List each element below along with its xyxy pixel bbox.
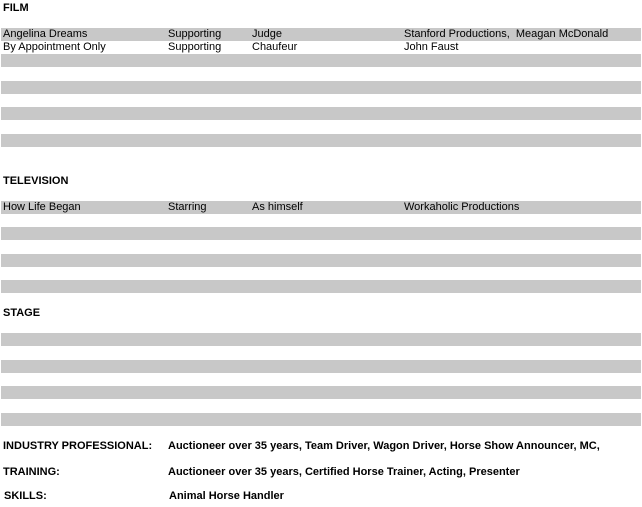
training-value: Auctioneer over 35 years, Certified Horse Trainer, Acting, Presenter xyxy=(168,466,520,478)
television-heading: TELEVISION xyxy=(3,175,69,187)
table-row xyxy=(1,41,641,54)
skills-value: Animal Horse Handler xyxy=(169,490,284,502)
empty-row xyxy=(1,81,641,94)
table-row xyxy=(1,201,641,214)
skills-label: SKILLS: xyxy=(4,490,47,502)
empty-row xyxy=(1,254,641,267)
credit-title: By Appointment Only xyxy=(3,41,106,53)
empty-row xyxy=(1,280,641,293)
credit-production: John Faust xyxy=(404,41,459,53)
credit-role-type: Supporting xyxy=(168,41,222,53)
empty-row xyxy=(1,227,641,240)
credit-production: Workaholic Productions xyxy=(404,201,520,213)
credit-character: As himself xyxy=(252,201,303,213)
empty-row xyxy=(1,134,641,147)
empty-row xyxy=(1,386,641,399)
credit-title: How Life Began xyxy=(3,201,81,213)
empty-row xyxy=(1,54,641,67)
empty-row xyxy=(1,360,641,373)
empty-row xyxy=(1,333,641,346)
credit-character: Judge xyxy=(252,28,282,40)
industry-professional-value: Auctioneer over 35 years, Team Driver, Wagon Driver, Horse Show Announcer, MC, xyxy=(168,440,600,452)
credit-title: Angelina Dreams xyxy=(3,28,88,40)
credit-role-type: Supporting xyxy=(168,28,222,40)
industry-professional-label: INDUSTRY PROFESSIONAL: xyxy=(3,440,153,452)
training-label: TRAINING: xyxy=(3,466,60,478)
credit-role-type: Starring xyxy=(168,201,207,213)
stage-heading: STAGE xyxy=(3,307,41,319)
empty-row xyxy=(1,413,641,426)
empty-row xyxy=(1,107,641,120)
table-row xyxy=(1,28,641,41)
credit-character: Chaufeur xyxy=(252,41,298,53)
film-heading: FILM xyxy=(3,2,29,14)
credit-production: Stanford Productions, Meagan McDonald xyxy=(404,28,609,40)
